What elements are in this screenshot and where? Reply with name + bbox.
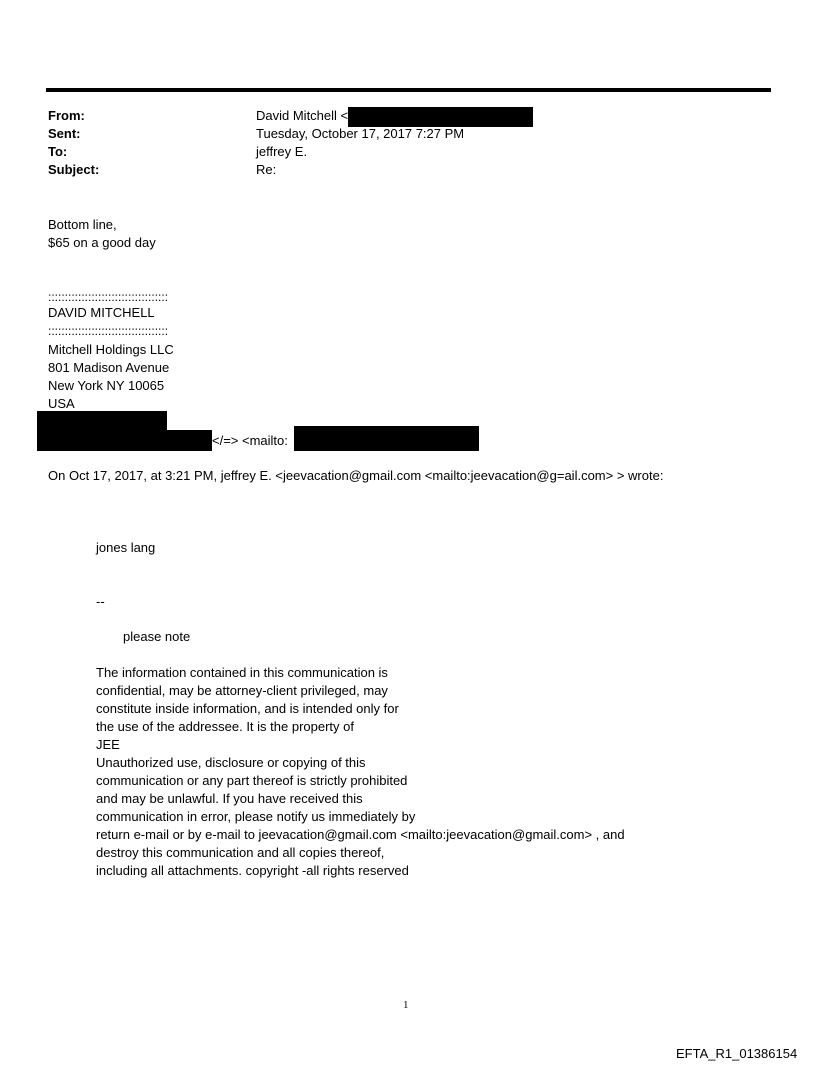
redaction-signature-3 (294, 426, 479, 451)
disclaimer-line: The information contained in this communication is (96, 665, 388, 680)
body-line-2: $65 on a good day (48, 235, 156, 250)
disclaimer-line: constitute inside information, and is intended only for (96, 701, 399, 716)
signature-link-tail: </=> <mailto: (212, 433, 288, 448)
disclaimer-line: return e-mail or by e-mail to jeevacation@gmail.com <mailto:jeevacation@gmail.com> , and (96, 827, 625, 842)
subject-label: Subject: (48, 162, 100, 177)
quoted-note: please note (123, 629, 191, 644)
footer-document-id: EFTA_R1_01386154 (676, 1046, 798, 1061)
signature-dots-bottom: :::::::::::::::::::::::::::::::::::: (48, 324, 169, 338)
redaction-signature-1 (37, 411, 167, 430)
from-label: From: (48, 108, 85, 123)
quoted-dashes: -- (96, 594, 105, 609)
signature-address-2: New York NY 10065 (48, 378, 165, 393)
quoted-text: jones lang (96, 540, 156, 555)
to-value: jeffrey E. (256, 144, 308, 159)
disclaimer-line: communication in error, please notify us immediately by (96, 809, 416, 824)
to-label: To: (48, 144, 68, 159)
signature-address-1: 801 Madison Avenue (48, 360, 170, 375)
redaction-from-email (348, 107, 533, 127)
signature-country: USA (48, 396, 75, 411)
signature-company: Mitchell Holdings LLC (48, 342, 174, 357)
sent-label: Sent: (48, 126, 81, 141)
body-line-1: Bottom line, (48, 217, 117, 232)
disclaimer-line: confidential, may be attorney-client privileged, may (96, 683, 388, 698)
quoted-intro: On Oct 17, 2017, at 3:21 PM, jeffrey E. <jeevacation@gmail.com <mailto:jeevacation@g=ail.com> > wrote: (48, 468, 664, 483)
disclaimer-line: communication or any part thereof is strictly prohibited (96, 773, 408, 788)
page-number: 1 (403, 999, 409, 1011)
subject-value: Re: (256, 162, 277, 177)
sent-value: Tuesday, October 17, 2017 7:27 PM (256, 126, 465, 141)
disclaimer-line: JEE (96, 737, 120, 752)
disclaimer-line: Unauthorized use, disclosure or copying of this (96, 755, 366, 770)
disclaimer-line: and may be unlawful. If you have received this (96, 791, 363, 806)
disclaimer-line: destroy this communication and all copies thereof, (96, 845, 385, 860)
disclaimer-line: including all attachments. copyright -all rights reserved (96, 863, 409, 878)
disclaimer-line: the use of the addressee. It is the property of (96, 719, 354, 734)
redaction-signature-2 (37, 430, 212, 451)
header-rule (46, 88, 771, 92)
signature-name: DAVID MITCHELL (48, 305, 155, 320)
signature-dots-top: :::::::::::::::::::::::::::::::::::: (48, 290, 169, 304)
from-value: David Mitchell < (256, 108, 349, 123)
